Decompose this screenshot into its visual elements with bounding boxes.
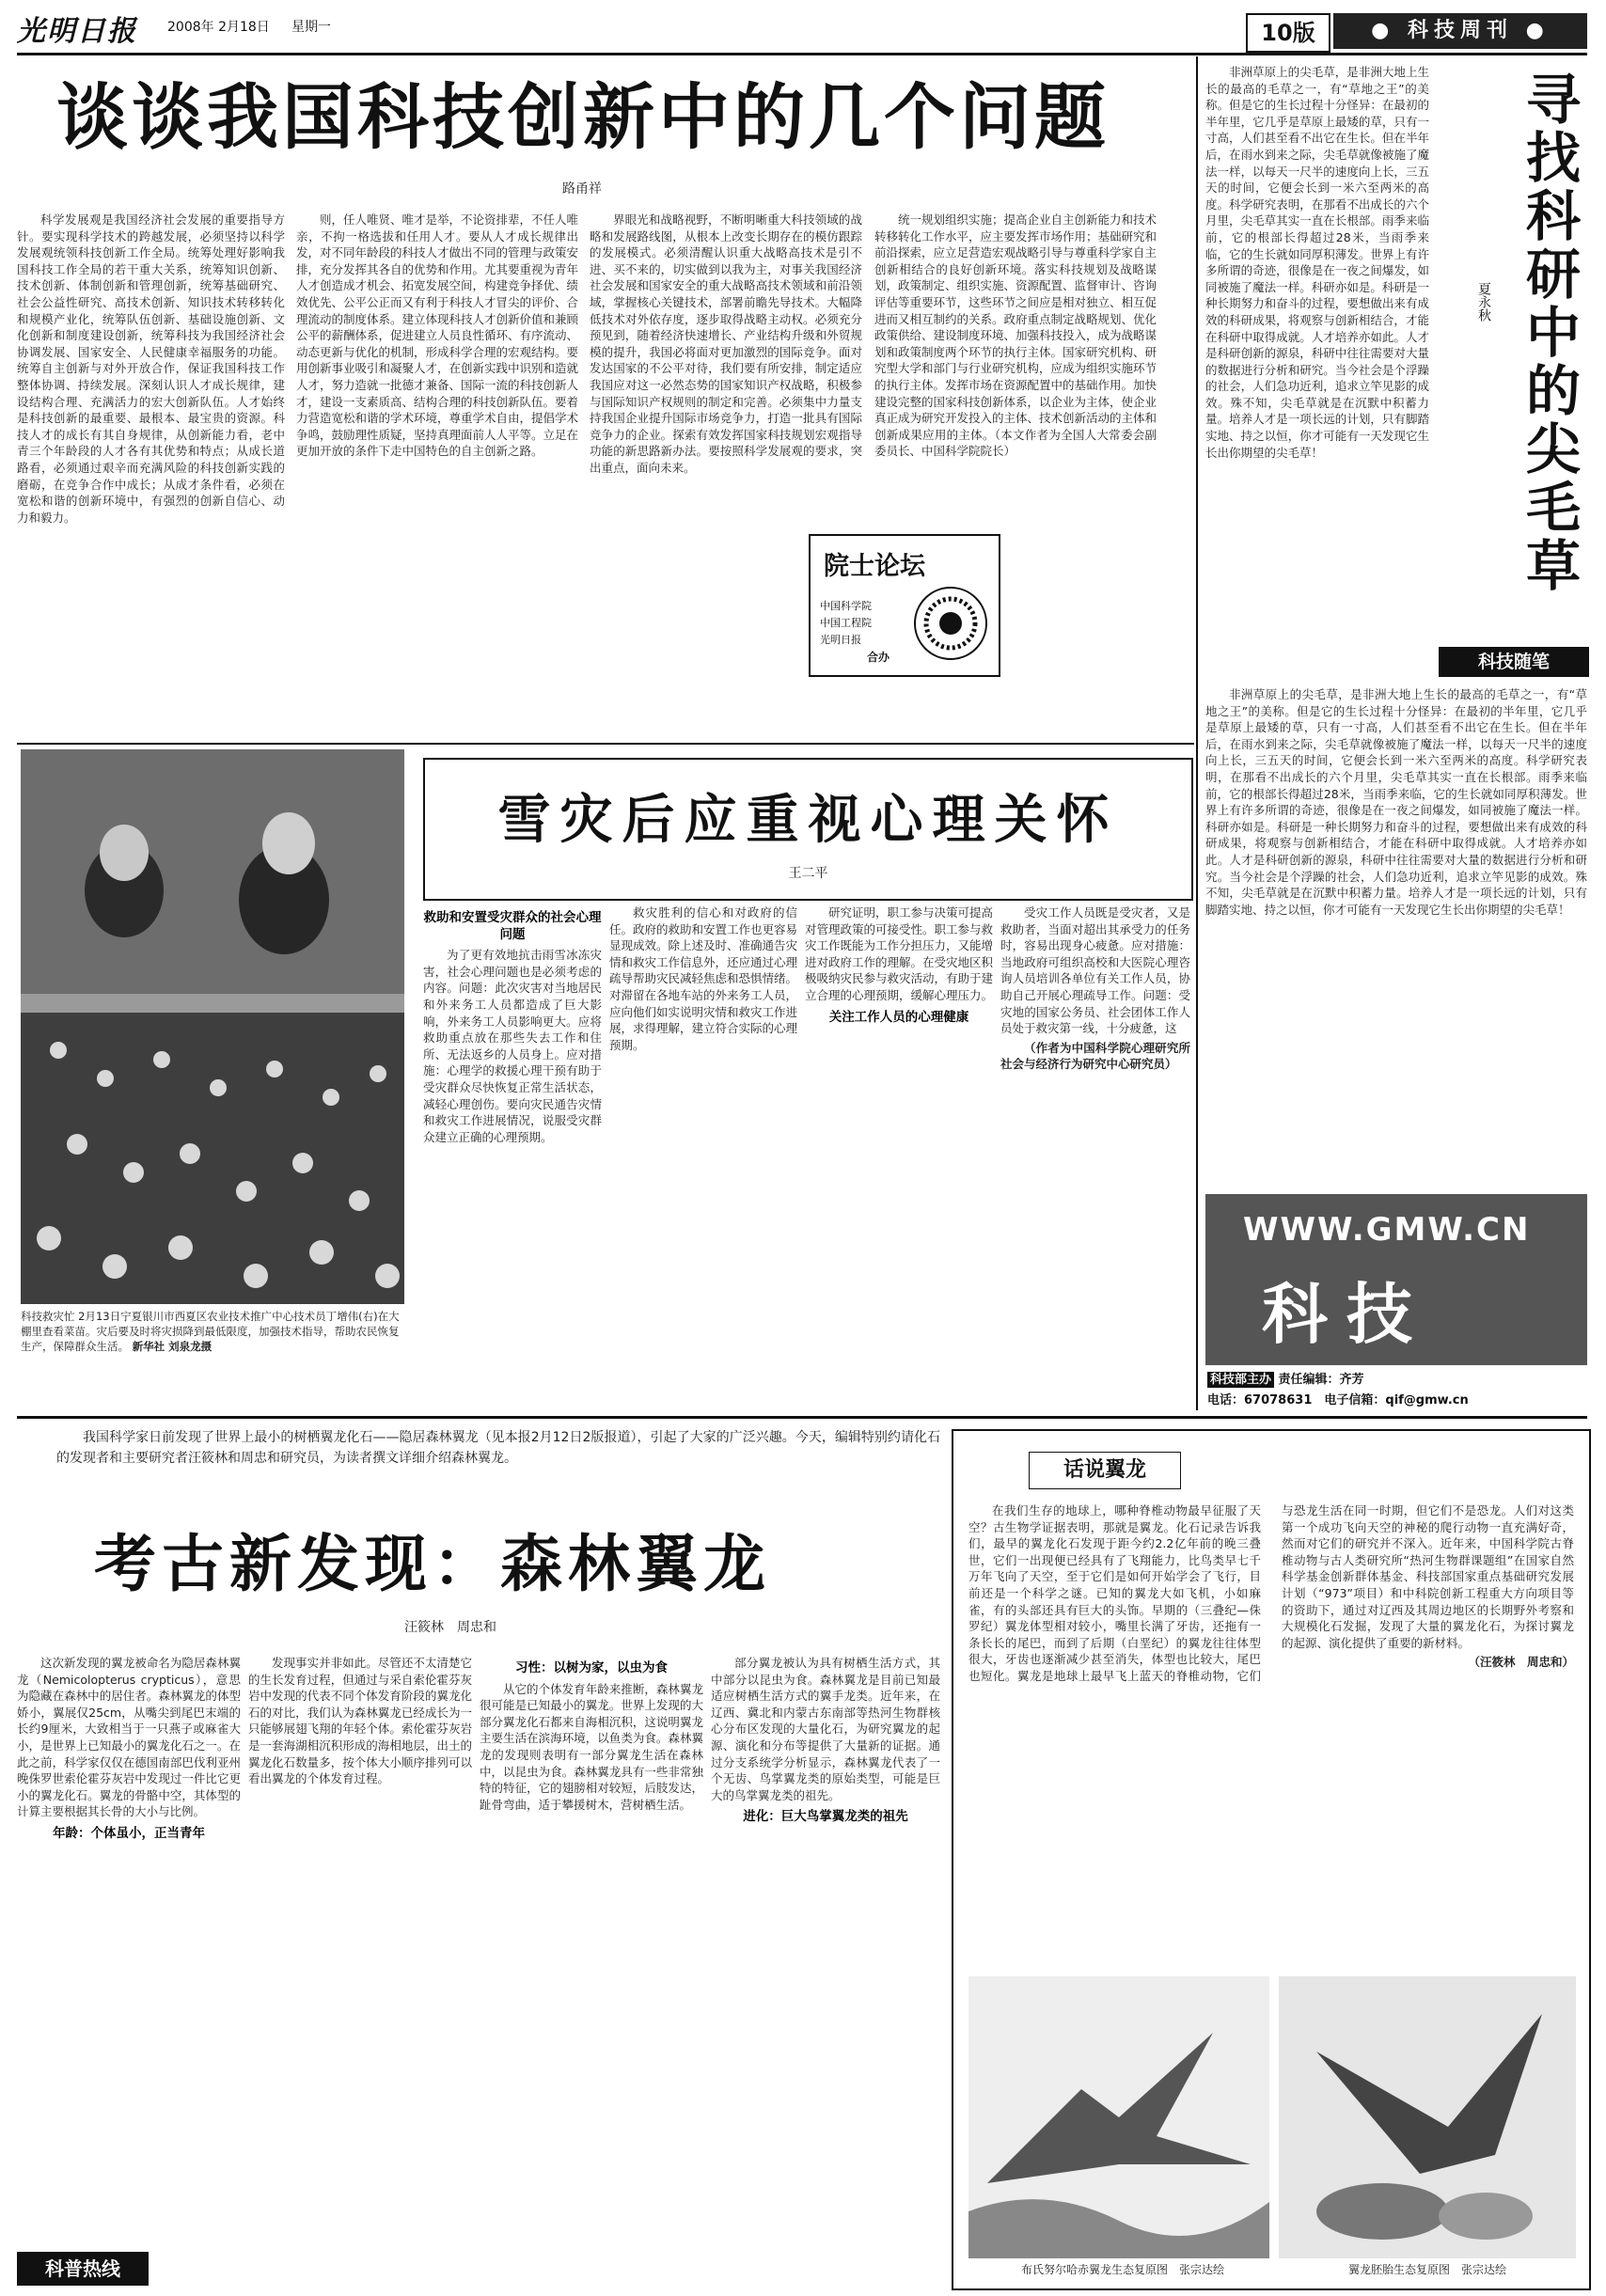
article2-col4-text: 受灾工作人员既是受灾者，又是救助者，当面对超出其承受力的任务时，容易出现身心疲惫。应对措施：当地政府可组织高校和大医院心理咨询人员培训各单位有关工作人员，协助自己开展心理疏导工作。问题：受灾地的国家公务员、社会团体工作人员处于救灾第一线，十分疲惫，这 (1000, 905, 1190, 1036)
site-sponsor: 科技部主办 (1207, 1372, 1274, 1388)
article3-col1 (17, 1655, 241, 2247)
sidebar-text-top (1205, 64, 1429, 639)
article2-author: 王二平 (788, 866, 828, 881)
pterosaur-box-text (968, 1502, 1574, 1991)
corner-label: 科普热线 (17, 2252, 149, 2286)
masthead-rule (17, 53, 1587, 55)
sidebar-column-label (1439, 647, 1589, 677)
article2-col4 (1000, 904, 1190, 1407)
article1-col1 (17, 212, 285, 733)
article2-rule (17, 743, 1194, 745)
pterosaur-caption-2: 翼龙胚胎生态复原图 张宗达绘 (1347, 2263, 1506, 2276)
article3-col3 (480, 1655, 703, 2285)
article1-col4-text: 统一规划组织实施；提高企业自主创新能力和技术转移转化工作水平，应主要发挥市场作用；基础研究和前沿探索，应立足营造宏观战略引导与尊重科学家自主创新相结合的良好创新环境。落实科技规划及战略谋划，政策制定、组织实施、资源配置、监督审计、咨询评估等重要环节，这些环节之间应是相对独立、相互促进而又相互制约的关系。政府重点制定战略规划、优化政策供给、建设制度环境、加强科技投入，成为战略谋划和政策制度两个环节的执行主体。国家研究机构、研究型大学和部门与行业研究机构，应成为组织实施环节的执行主体。发挥市场在资源配置中的基础作用。加快建设完整的国家科技创新体系，以企业为主体，使企业真正成为研究开发投入的主体、技术创新活动的主体和创新成果应用的主体。（本文作者为全国人大常委会副委员长、中国科学院院长） (874, 212, 1157, 459)
site-email[interactable]: 电子信箱：qif@gmw.cn (1324, 1393, 1469, 1407)
pterosaur-box-title: 话说翼龙 (1029, 1452, 1181, 1489)
pterosaur-box (952, 1429, 1591, 2290)
article2-col3-text: 研究证明，职工参与决策可提高对管理政策的可接受性。职工参与救灾工作既能为工作分担压力，又能增进对政府工作的理解。在受灾地区积极吸纳灾民参与救灾活动，有助于建立合理的心理预期，缓解心理压力。 (805, 905, 993, 1002)
article3-col2 (248, 1655, 472, 2285)
site-info (1205, 1365, 1587, 1410)
article2-col2-text: 救灾胜利的信心和对政府的信任。政府的救助和安置工作也更容易显现成效。除上述及时、准确通告灾情和救灾工作信息外，还应通过心理疏导帮助灾民减轻焦虑和恐惧情绪。对滞留在各地车站的外来务工人员，应向他们如实说明灾情和救灾工作进展，求得理解，建立符合实际的心理预期。 (609, 905, 797, 1052)
site-phone: 电话：67078631 (1207, 1393, 1313, 1407)
article3-col3-text: 从它的个体发育年龄来推断，森林翼龙很可能是已知最小的翼龙。世界上发现的大部分翼龙化石都来自海相沉积，这说明翼龙主要生活在滨海环境，以鱼类为食。森林翼龙的发现则表明有一部分翼龙生活在森林中，以昆虫为食。森林翼龙具有一些非常独特的特征，它的翅膀相对较短，后肢发达，趾骨弯曲，适于攀援树木，营树栖生活。 (480, 1681, 703, 1812)
pterosaur-illustration-2 (1279, 1976, 1576, 2258)
article3-author: 汪筱林 周忠和 (404, 1620, 496, 1635)
photo-credit: 新华社 刘泉龙摄 (132, 1340, 213, 1353)
sidebar-text: 非洲草原上的尖毛草，是非洲大地上生长的最高的毛草之一，有“草地之王”的美称。但是它的生长过程十分怪异：在最初的半年里，它几乎是草原上最矮的草，只有一寸高，人们甚至看不出它在生长。但在半年后，在雨水到来之际，尖毛草就像被施了魔法一样，以每天一尺半的速度向上长，三五天的时间，它便会长到一米六至两米的高度。科学研究表明，在那看不出成长的六个月里，尖毛草其实一直在长根部。雨季来临前，它的根部长得超过28米，当雨季来临，它的生长就如同厚积薄发。世界上有许多所谓的奇迹，很像是在一夜之间爆发，如同被施了魔法一样。科研亦如是。科研是一种长期努力和奋斗的过程，要想做出来有成效的科研成果，将观察与创新相结合，才能在科研中取得成就。人才培养亦如此。人才是科研创新的源泉，科研中往往需要对大量的数据进行分析和研究。当今社会是个浮躁的社会，人们急功近利，追求立竿见影的成效。殊不知，尖毛草就是在沉默中积蓄力量。培养人才是一项长远的计划，只有脚踏实地、持之以恒，你才可能有一天发现它生长出你期望的尖毛草！ (1205, 65, 1429, 460)
article1-col2 (296, 212, 578, 733)
article3-col4-text: 部分翼龙被认为具有树栖生活方式，其中部分以昆虫为食。森林翼龙是目前已知最适应树栖生活方式的翼手龙类。近年来，在辽西、冀北和内蒙古东南部等热河生物群核心分布区发现的大量化石，为研究翼龙的起源、演化和分布等提供了大量新的证据。通过分支系统学分析显示，森林翼龙代表了一个无齿、鸟掌翼龙类的原始类型，可能是巨大的鸟掌翼龙类的祖先。 (711, 1656, 940, 1802)
article2-title: 雪灾后应重视心理关怀 (497, 789, 1119, 851)
sidebar-text-bottom (1205, 686, 1587, 1185)
article1-author: 路甬祥 (562, 181, 602, 197)
forum-title: 院士论坛 (824, 552, 925, 581)
issue-weekday: 星期一 (291, 20, 331, 35)
article2-col3 (805, 904, 993, 1407)
forum-emblem-icon (908, 581, 993, 666)
forum-co-host: 合办 (867, 651, 890, 664)
photo-caption (21, 1309, 404, 1365)
article2-subhead-2: 关注工作人员的心理健康 (828, 1009, 969, 1025)
forum-org-2: 中国工程院 (820, 617, 872, 629)
sidebar-title: 寻找科研中的尖毛草 (1517, 71, 1581, 595)
column-label-text: 科技随笔 (1477, 652, 1550, 672)
article1-title: 谈谈我国科技创新中的几个问题 (56, 75, 1110, 159)
article3-subhead-2: 习性：以树为家，以虫为食 (515, 1660, 668, 1675)
newspaper-logo: 光明日报 (17, 15, 137, 48)
forum-box (809, 534, 1000, 677)
article3-col2-text: 发现事实并非如此。尽管还不太清楚它的生长发育过程，但通过与采自索伦霍芬灰岩中发现的代表不同个体发育阶段的翼龙化石的对比，我们认为森林翼龙已经成长为一只能够展翅飞翔的年轻个体。索伦霍芬灰岩是一套海湖相沉积形成的海相地层，出土的翼龙化石数量多，按个体大小顺序排列可以看出翼龙的个体发育过程。 (248, 1656, 472, 1786)
article1-col2-text: 则，任人唯贤、唯才是举，不论资排辈，不任人唯亲，不拘一格选拔和任用人才。要从人才成长规律出发，对不同年龄段的科技人才做出不同的管理与政策安排，充分发挥其各自的优势和作用。尤其要重视为青年人才创造成才机会、拓宽发展空间，构建竞争择优、绩效优先、公平公正而又有利于科技人才冒尖的评价、合理流动的制度体系。建立体现科技人才创新价值和兼顾公平的薪酬体系，促进建立人员良性循环、有序流动、动态更新与优化的机制，形成科学合理的宏观结构。要用创新事业吸引和凝聚人才，在创新实践中识别和造就人才，努力造就一批德才兼备、国际一流的科技创新人才，建设一支素质高、结构合理的科技创新队伍。要着力营造宽松和谐的学术环境，尊重学术自由，提倡学术争鸣，鼓励理性质疑，坚持真理面前人人平等。立足在更加开放的条件下走中国特色的自主创新之路。 (296, 212, 578, 459)
article3-intro (56, 1427, 940, 1484)
site-editor: 责任编辑：齐芳 (1278, 1373, 1364, 1387)
article3-title: 考古新发现：森林翼龙 (94, 1527, 771, 1600)
forum-org-3: 光明日报 (820, 634, 861, 646)
article1-col3-text: 界眼光和战略视野，不断明晰重大科技领域的战略和发展路线图，从根本上改变长期存在的模仿跟踪的发展模式。必须清醒认识重大战略高技术是引不进、买不来的，切实做到以我为主，对事关我国经济社会发展和国家安全的重大战略高技术领域和前沿领域，掌握核心关键技术，部署前瞻先导技术。大幅降低技术对外依存度，逐步取得战略主动权。必须充分预见到，随着经济快速增长、产业结构升级和外贸规模的提升，我国必将面对更加激烈的国际竞争。面对发达国家的不公平对待，我们要有所安排，制定适应我国应对这一必然态势的国家知识产权战略，积极参与国际知识产权规则的制定和完善。必须集中力量支持我国企业提升国际市场竞争力，打造一批具有国际竞争力的企业。探索有效发挥国家科技规划宏观指导功能的新思路新办法。要按照科学发展观的要求，突出重点，面向未来。 (590, 212, 862, 475)
issue-date: 2008年 2月18日 (167, 20, 270, 35)
article3-col1-text: 这次新发现的翼龙被命名为隐居森林翼龙（Nemicolopterus crypticus），意思为隐藏在森林中的居住者。森林翼龙的体型娇小，翼展仅25cm，从嘴尖到尾巴末端的长约9厘米，大致相当于一只燕子或麻雀大小，是世界上已知最小的翼龙化石之一。在此之前，科学家仅仅在德国南部巴伐利亚州晚侏罗世索伦霍芬灰岩中发现过一件比它更小的翼龙化石。翼龙的骨骼中空，其体型的计算主要根据其长骨的大小与比例。 (17, 1656, 241, 1819)
page-number: 10版 (1246, 13, 1330, 53)
article2-title-box (423, 758, 1193, 901)
site-url: WWW.GMW.CN (1243, 1211, 1531, 1249)
pterosaur-caption-1: 布氏努尔哈赤翼龙生态复原图 张宗达绘 (1020, 2263, 1224, 2276)
article2-col2 (609, 904, 797, 1407)
pterosaur-illustration-1 (968, 1976, 1269, 2258)
greenhouse-seedlings-image (21, 749, 404, 1304)
section-name: 科技周刊 (1407, 19, 1513, 42)
article3-rule (17, 1416, 1587, 1419)
article3-subhead-1: 年龄：个体虽小，正当青年 (53, 1825, 205, 1841)
article2-subhead-1: 救助和安置受灾群众的社会心理问题 (423, 910, 602, 942)
article3-intro-text: 我国科学家日前发现了世界上最小的树栖翼龙化石——隐居森林翼龙（见本报2月12日2版报道），引起了大家的广泛兴趣。今天，编辑特别约请化石的发现者和主要研究者汪筱林和周忠和研究员，为读者撰文详细介绍森林翼龙。 (56, 1430, 940, 1466)
article2-note: （作者为中国科学院心理研究所社会与经济行为研究中心研究员） (1000, 1040, 1190, 1072)
sidebar-author: 夏永秋 (1476, 282, 1491, 322)
section-label: ● 科技周刊 ● (1333, 13, 1587, 49)
pterosaur-box-credit: （汪筱林 周忠和） (1468, 1655, 1574, 1670)
site-section-title: 科技 (1262, 1276, 1431, 1353)
article2-col1 (423, 904, 602, 1407)
forum-org-1: 中国科学院 (820, 600, 872, 612)
article2-col1-text: 为了更有效地抗击雨雪冰冻灾害，社会心理问题也是必须考虑的内容。问题：此次灾害对当地居民和外来务工人员都造成了巨大影响，外来务工人员影响更大。应将救助重点放在那些失去工作和住所、无法返乡的人员身上。应对措施：心理学的救援心理干预有助于受灾群众尽快恢复正常生活状态，减轻心理创伤。要向灾民通告灾情和救灾工作进展情况，说服受灾群众建立正确的心理预期。 (423, 948, 602, 1144)
sidebar-text-cont: 非洲草原上的尖毛草，是非洲大地上生长的最高的毛草之一，有“草地之王”的美称。但是它的生长过程十分怪异：在最初的半年里，它几乎是草原上最矮的草，只有一寸高，人们甚至看不出它在生长。但在半年后，在雨水到来之际，尖毛草就像被施了魔法一样，以每天一尺半的速度向上长，三五天的时间，它便会长到一米六至两米的高度。科学研究表明，在那看不出成长的六个月里，尖毛草其实一直在长根部。雨季来临前，它的根部长得超过28米，当雨季来临，它的生长就如同厚积薄发。世界上有许多所谓的奇迹，很像是在一夜之间爆发，如同被施了魔法一样。科研亦如是。科研是一种长期努力和奋斗的过程，要想做出来有成效的科研成果，将观察与创新相结合，才能在科研中取得成就。人才培养亦如此。人才是科研创新的源泉，科研中往往需要对大量的数据进行分析和研究。当今社会是个浮躁的社会，人们急功近利，追求立竿见影的成效。殊不知，尖毛草就是在沉默中积蓄力量。培养人才是一项长远的计划，只有脚踏实地、持之以恒，你才可能有一天发现它生长出你期望的尖毛草！ (1205, 687, 1587, 917)
photo-caption-text: 科技救灾忙 2月13日宁夏银川市西夏区农业技术推广中心技术员丁增伟(右)在大棚里查看菜苗。灾后要及时将灾损降到最低限度，加强技术指导，帮助农民恢复生产，保障群众生活。 (21, 1310, 400, 1353)
article3-col4 (711, 1655, 940, 2285)
article3-subhead-3: 进化：巨大鸟掌翼龙类的祖先 (743, 1809, 908, 1825)
disaster-photo (21, 749, 404, 1304)
right-column-rule (1196, 56, 1198, 1410)
article1-col1-text: 科学发展观是我国经济社会发展的重要指导方针。要实现科学技术的跨越发展，必须坚持以科学发展观统领科技创新工作全局。统筹处理好影响我国科技工作全局的若干重大关系，统筹知识创新、技术创新、体制创新和管理创新，统筹基础研究、社会公益性研究、高技术创新、知识技术转移转化和规模产业化，统筹队伍创新、基础设施创新、文化创新和制度建设创新，统筹科技为我国经济社会协调发展、国家安全、人民健康幸福服务的功能。统筹自主创新与对外开放合作，保证我国科技工作整体协调、持续发展。深刻认识人才成长规律，建设结构合理、充满活力的宏大创新队伍。人才始终是科技创新的最重要、最根本、最宝贵的资源。科技人才的成长有其自身规律，从创新能力看，老中青三个年龄段的人才各有其优势和特点；从成长道路看，必须通过艰辛而充满风险的科技创新实践的磨砺，在竞争合作中成长；从成才条件看，必须在宽松和谐的创新环境中，有强烈的创新自信心、动力和毅力。 (17, 212, 285, 525)
pterosaur-box-text-body: 在我们生存的地球上，哪种脊椎动物最早征服了天空？古生物学证据表明，那就是翼龙。化石记录告诉我们，最早的翼龙化石发现于距今约2.2亿年前的晚三叠世，它们一出现便已经具有了飞翔能力，比鸟类早七千万年飞向了天空，至于它们是如何开始学会了飞行，目前还是一个科学之谜。已知的翼龙大如飞机，小如麻雀，有的头部还具有巨大的头饰。早期的（三叠纪—侏罗纪）翼龙体型相对较小，嘴里长满了牙齿，还拖有一条长长的尾巴，而到了后期（白垩纪）的翼龙往往体型很大，牙齿也逐渐减少甚至消失，体型也比较大，尾巴也短化。翼龙是地球上最早飞上蓝天的脊椎动物，它们与恐龙生活在同一时期，但它们不是恐龙。人们对这类第一个成功飞向天空的神秘的爬行动物一直充满好奇，然而对它们的研究并不深入。近年来，中国科学院古脊椎动物与古人类研究所“热河生物群课题组”在国家自然科学基金创新群体基金、科技部国家重点基础研究发展计划（“973”项目）和中科院创新工程重大方向项目等的资助下，通过对辽西及其周边地区的长期野外考察和大规模化石发掘，发现了大量的翼龙化石，为探讨翼龙的起源、演化提供了重要的新材料。 (968, 1503, 1574, 1683)
